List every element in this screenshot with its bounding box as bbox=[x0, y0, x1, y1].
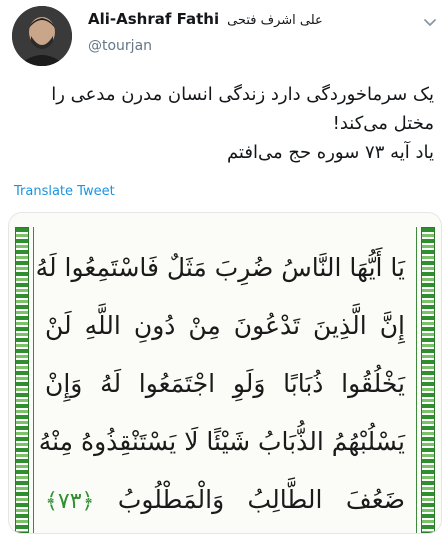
display-name-persian[interactable]: علی اشرف فتحی bbox=[227, 13, 323, 28]
verse-line: ضَعُفَ الطَّالِبُ وَالْمَطْلُوبُ bbox=[117, 485, 405, 514]
tweet-media-image[interactable] bbox=[8, 212, 442, 534]
user-handle[interactable]: @tourjan bbox=[88, 38, 153, 54]
decorative-border-left bbox=[15, 227, 29, 533]
tweet-text bbox=[14, 80, 434, 167]
display-name[interactable]: Ali-Ashraf Fathi bbox=[88, 10, 220, 28]
verse-line: يَسْلُبْهُمُ الذُّبَابُ شَيْئًا لَا يَسْتَنْقِذُوهُ مِنْهُ bbox=[38, 427, 405, 456]
tweet-line: یاد آیه ۷۳ سوره حج می‌افتم bbox=[226, 142, 434, 163]
translate-tweet-link[interactable]: Translate Tweet bbox=[14, 184, 115, 199]
avatar[interactable] bbox=[12, 6, 72, 66]
tweet-header bbox=[0, 0, 448, 70]
verse-line: يَا أَيُّهَا النَّاسُ ضُرِبَ مَثَلٌ فَاسْتَمِعُوا لَهُ bbox=[35, 253, 405, 282]
verse-line: يَخْلُقُوا ذُبَابًا وَلَوِ اجْتَمَعُوا لَهُ وَإِنْ bbox=[45, 369, 405, 398]
verse-line-last bbox=[45, 471, 405, 529]
border-line bbox=[416, 227, 417, 533]
verse-line: إِنَّ الَّذِينَ تَدْعُونَ مِنْ دُونِ اللَّهِ لَنْ bbox=[45, 311, 405, 340]
quran-verse bbox=[35, 239, 405, 529]
author-names bbox=[88, 10, 323, 54]
decorative-border-right bbox=[421, 227, 435, 533]
border-line bbox=[33, 227, 34, 533]
ayah-number: ﴿٧٣﴾ bbox=[45, 489, 95, 514]
tweet-line: یک سرماخوردگی دارد زندگی انسان مدرن مدعی را bbox=[51, 84, 434, 105]
avatar-photo-icon bbox=[12, 6, 72, 66]
tweet-line: مختل می‌کند! bbox=[332, 113, 434, 134]
chevron-down-icon[interactable] bbox=[422, 14, 438, 30]
